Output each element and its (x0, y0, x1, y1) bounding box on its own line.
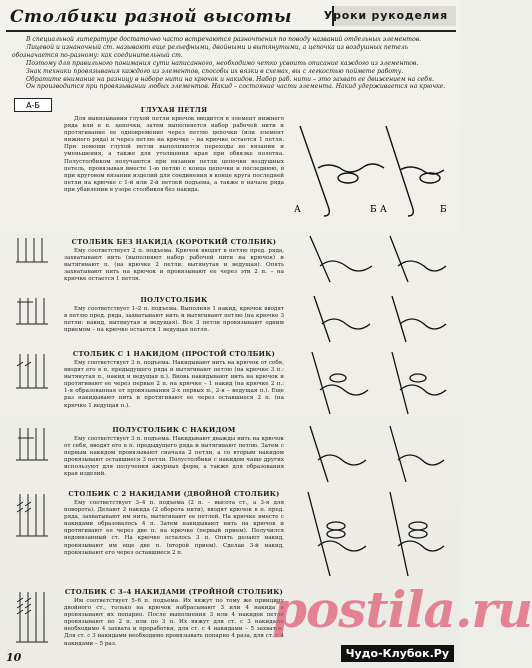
section-body: Им соответствует 5–6 п. подъема. Их вяжут по тому же принципу двойного ст., только на крючок набрасывают 3 или 4 накида и провязывают их попарно. После выполнения 3 или 4 накидов петли провязывают по 2 п. или по 3 п. Их вяжут для ст. с 3 накидами необходимо 4 захвата и проработки, для ст. с 4 накидами – 5 захватов. Для ст. с 3 накидами необходимо провязывать попарно 4 раза, для ст. с 4 накидами – 5 раз. (64, 598, 284, 647)
section-title: СТОЛБИК БЕЗ НАКИДА (КОРОТКИЙ СТОЛБИК) (71, 238, 277, 246)
label-a: А (294, 205, 301, 215)
watermark: postila.ru (272, 580, 532, 639)
section-text (64, 426, 284, 479)
section-text (64, 490, 284, 557)
page-title: Столбики разной высоты (10, 7, 292, 27)
hook-illustration (290, 424, 452, 488)
symbol-label: А-Б (26, 101, 40, 110)
crochet-hook-icon (290, 490, 452, 580)
page-header (6, 4, 456, 32)
half-double-yo-symbol-icon (14, 424, 52, 464)
treble-crochet-symbol-icon (14, 490, 52, 540)
section-body: Для вывязывания глухой петли крючок вводится в элемент нижнего ряда или в п. цепочки, затем выполняется набор рабочей нити и протягивание ее одновременно через петлю цепочки (или элемент нижнего ряда) и через петлю на крючке – на крючке остается 1 петля. При помощи глухой петли выполняются переходы во вязании и уменьшения, а также для утолщения края при обвязке полотна. Полустолбиком получаются при вязании петли цепочки воздушных петель, провязывая вместе 1-ю петлю с конца цепочки и последнюю, в при круговом вязании изделий для соединения в конце круга последней петли на крючке с 1-й или 2-й петлей подъема, а также в начале ряда при убавлении в узоре столбиков без накида. (64, 116, 284, 193)
hook-illustration (290, 350, 452, 422)
stitch-symbol (14, 232, 52, 268)
stitch-symbol (14, 98, 52, 112)
section-text (64, 106, 284, 194)
intro-paragraph: Обратите внимание на разницу в наборе нити на крючок и накидов. Набор раб. нити – это захват ее движением на себя. (26, 75, 434, 83)
intro-paragraph: Знак техники провязывания каждого из элементов, способы их вязки в схемах, вы с легкостью поймете работу. (26, 67, 404, 75)
label-a: А (380, 205, 387, 215)
section-text (64, 238, 284, 283)
label-b: Б (370, 205, 377, 215)
intro-paragraph: В специальной литературе достаточно часто встречаются разночтения по поводу названий отдельных элементов. (26, 36, 422, 43)
section-double-crochet (0, 350, 460, 420)
hook-illustration (290, 232, 452, 292)
crochet-hook-icon (290, 108, 452, 218)
section-title: ГЛУХАЯ ПЕТЛЯ (140, 106, 208, 114)
hook-illustration (290, 108, 452, 222)
section-half-double (0, 294, 460, 346)
stitch-symbol (14, 350, 52, 392)
section-title: СТОЛБИК С 1 НАКИДОМ (ПРОСТОЙ СТОЛБИК) (72, 350, 276, 358)
stitch-symbol (14, 490, 52, 540)
single-crochet-symbol-icon (14, 232, 52, 268)
section-label: Уроки рукоделия (323, 9, 448, 22)
crochet-hook-icon (290, 232, 452, 288)
page-number: 10 (6, 651, 22, 664)
intro-text (12, 36, 452, 91)
section-body: Ему соответствует 3–4 п. подъема (2 п. – высота ст., а 3-я для поворота). Делают 2 накида (2 оборота нити), вводят крючок в п. пред. ряда, захватывают им нить, вытягивают ее петлей. На крючке вместе с накидами образовалось 4 п. Затем накидывают нить на крючок и протягивают ее через две п. на крючке (первый прием). Получился недовязанный ст. На крючке осталось 3 п. Опять делают накид, провязывают им еще две п. (второй прием). Сделав 3-й накид, провязывают его через оставшиеся 2 п. (64, 500, 284, 556)
section-body: Ему соответствует 3 п. подъема. Накидывают дважды нить на крючок от себя, вводят его в п. предыдущего ряда и вытягивают петлю. Затем с первым накидом провязывают сначала 2 петли, а со вторым накидом провязывают оставшиеся 3 петли. Полустолбики с накидом чаще других используют для получения ажурных форм, а также для образования края изделий. (64, 436, 284, 478)
stitch-symbol (14, 588, 52, 646)
triple-treble-symbol-icon (14, 588, 52, 646)
hook-illustration (290, 294, 452, 348)
brand-label: Чудо-Клубок.Ру (341, 645, 454, 662)
section-text (64, 588, 284, 648)
section-title: ПОЛУСТОЛБИК (140, 296, 208, 304)
label-b: Б (440, 205, 447, 215)
slip-stitch-symbol-icon (14, 98, 52, 112)
stitch-symbol (14, 294, 52, 328)
section-title: ПОЛУСТОЛБИК С НАКИДОМ (112, 426, 236, 434)
half-double-symbol-icon (14, 294, 52, 328)
section-slip-stitch (0, 98, 460, 228)
crochet-hook-icon (290, 350, 452, 418)
intro-paragraph: Поэтому для правильного понимания сути написанного, необходимо четко усвоить описание каждого из элементов. (26, 59, 419, 67)
stitch-symbol (14, 424, 52, 464)
hook-illustration (290, 490, 452, 584)
section-title: СТОЛБИК С 2 НАКИДАМИ (ДВОЙНОЙ СТОЛБИК) (68, 490, 280, 498)
section-body: Ему соответствует 3 п. подъема. Накидывают нить на крючок от себя, вводят его в п. предыдущего ряда и вытягивают петлю (на крючке 3 п.: вытянутая п., накид и ведущая п.). Вновь накидывают нить на крючок и протягивают ее через первые 2 п. на крючке – 1 накид (на крючке 2 п.: 1-я образованная от провязывания 2-х первых п., 2-я – ведущая п.). Еще раз накидывают нить и протягивают ее через оставшиеся 2 п. (на крючке 1 ведущая п.). (64, 360, 284, 409)
section-single-crochet (0, 232, 460, 290)
section-title: СТОЛБИК С 3–4 НАКИДАМИ (ТРОЙНОЙ СТОЛБИК) (64, 588, 284, 596)
intro-paragraph: Лицевой и изнаночный ст. называют еще рельефными, двойными и вытянутыми, а цепочка из воздушных петель обозначается по-разному: как соединительный ст. (12, 43, 409, 59)
intro-paragraph: Он производится при провязывании любых элементов. Накид – состояние части элемента. Накид удерживается на крючке. (26, 83, 446, 91)
section-text (64, 296, 284, 334)
section-body: Ему соответствует 1–2 п. подъема. Выполняя 1 накид, крючок вводят в петлю пред. ряда, захватывают нить и вытягивают петлю (на крючке 3 петли: накид, вытянутая и ведущая). Все 3 петли провязывают одним приемом – на крючке остается 1 ведущая петля. (64, 306, 284, 334)
section-half-double-yarn-over (0, 424, 460, 486)
crochet-hook-icon (290, 294, 452, 344)
section-treble-crochet (0, 490, 460, 586)
double-crochet-symbol-icon (14, 350, 52, 392)
section-text (64, 350, 284, 410)
section-body: Ему соответствует 2 п. подъема. Крючок вводят в петлю пред. ряда, захватывают нить (выполняют набор рабочей нити на крючок) и вытягивают п. (на крючке 2 петли: вытянутая и ведущая). Опять захватывают нить на крючок и провязывают ее через эти 2 п. – на крючке остается 1 петля. (64, 248, 284, 283)
crochet-hook-icon (290, 424, 452, 484)
